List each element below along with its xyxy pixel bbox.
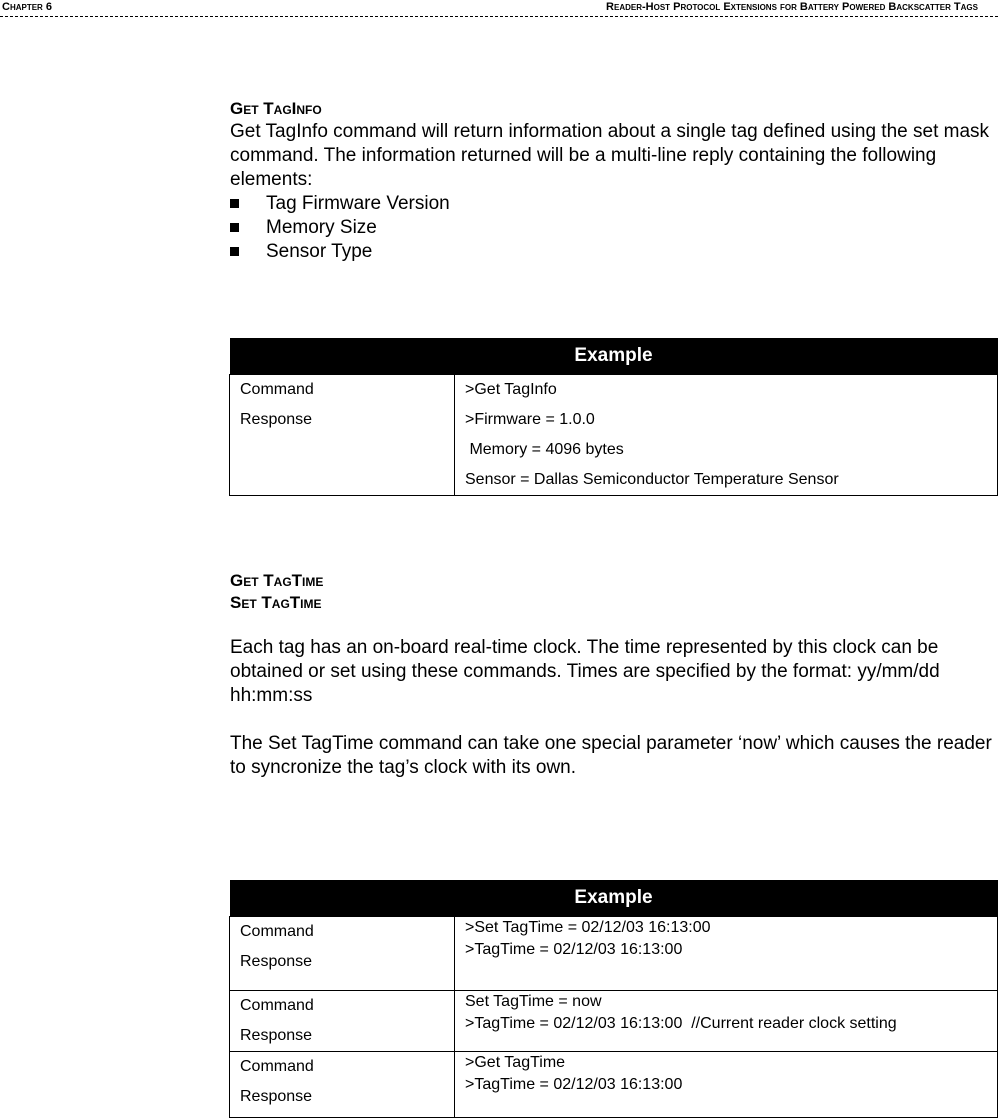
taginfo-section <box>230 98 998 264</box>
response-line: >TagTime = 02/12/03 16:13:00 <box>465 941 683 958</box>
response-label: Response <box>240 1088 313 1105</box>
bullet-square-icon <box>230 223 239 232</box>
list-item: Tag Firmware Version <box>230 192 998 216</box>
taginfo-heading: Get TagInfo <box>230 99 322 118</box>
table-row <box>230 1052 998 1118</box>
value-cell <box>455 991 998 1052</box>
tagtime-paragraph-2: The Set TagTime command can take one special parameter ‘now’ which causes the reader to syncronize the tag’s clock with its own. <box>230 733 992 778</box>
tagtime-paragraph-1: Each tag has an on-board real-time clock. The time represented by this clock can be obtained or set using these commands. Times are specified by the format: yy/mm/dd hh:mm:ss <box>230 637 940 706</box>
command-label: Command <box>240 923 314 940</box>
response-line: >Firmware = 1.0.0 <box>465 411 595 428</box>
table-row <box>230 375 998 496</box>
tagtime-section <box>230 570 998 780</box>
label-cell <box>230 917 455 991</box>
chapter-label: Chapter 6 <box>2 1 53 13</box>
command-line: Set TagTime = now <box>465 993 602 1010</box>
command-line: >Get TagInfo <box>465 381 557 398</box>
list-item: Sensor Type <box>230 240 998 264</box>
label-cell <box>230 375 455 496</box>
example-table-taginfo <box>229 338 998 496</box>
response-line: >TagTime = 02/12/03 16:13:00 //Current reader clock setting <box>465 1015 897 1032</box>
command-label: Command <box>240 1058 314 1075</box>
response-line: Memory = 4096 bytes <box>465 441 624 458</box>
bullet-square-icon <box>230 247 239 256</box>
example-table-header: Example <box>230 338 998 375</box>
page-header <box>0 0 998 17</box>
set-tagtime-heading: Set TagTime <box>230 593 322 612</box>
table-row <box>230 991 998 1052</box>
response-label: Response <box>240 953 313 970</box>
response-label: Response <box>240 411 313 428</box>
taginfo-paragraph: Get TagInfo command will return information about a single tag defined using the set mask command. The information returned will be a multi-line reply containing the following elements: <box>230 121 990 190</box>
chapter-title: Reader-Host Protocol Extensions for Battery Powered Backscatter Tags <box>606 1 978 13</box>
list-item: Memory Size <box>230 216 998 240</box>
example-table-header: Example <box>230 880 998 917</box>
bullet-square-icon <box>230 199 239 208</box>
command-line: >Set TagTime = 02/12/03 16:13:00 <box>465 919 711 936</box>
command-line: >Get TagTime <box>465 1054 566 1071</box>
value-cell <box>455 375 998 496</box>
label-cell <box>230 991 455 1052</box>
value-cell <box>455 1052 998 1118</box>
command-label: Command <box>240 997 314 1014</box>
response-line: Sensor = Dallas Semiconductor Temperature Sensor <box>465 471 839 488</box>
taginfo-bullet-list <box>230 192 998 264</box>
response-label: Response <box>240 1027 313 1044</box>
response-line: >TagTime = 02/12/03 16:13:00 <box>465 1076 683 1093</box>
command-label: Command <box>240 381 314 398</box>
value-cell <box>455 917 998 991</box>
table-row <box>230 917 998 991</box>
get-tagtime-heading: Get TagTime <box>230 571 324 590</box>
example-table-tagtime <box>229 880 998 1118</box>
label-cell <box>230 1052 455 1118</box>
